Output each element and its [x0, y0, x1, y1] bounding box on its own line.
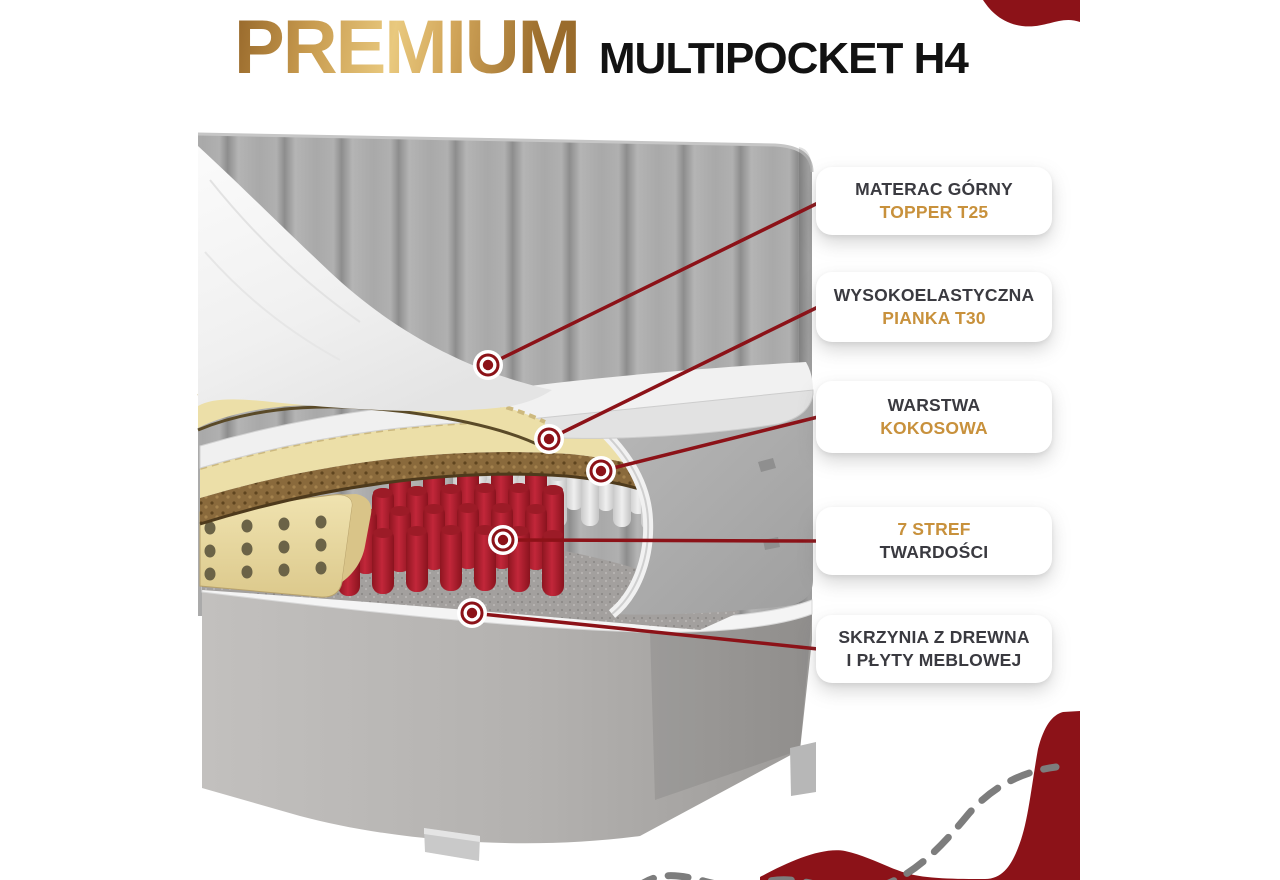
marker-pianka [534, 424, 564, 454]
marker-topper [473, 350, 503, 380]
marker-kokos [586, 456, 616, 486]
label-line-accent: TOPPER T25 [879, 202, 989, 222]
label-line-accent: KOKOSOWA [880, 418, 988, 438]
page-title [234, 5, 968, 90]
label-card-kokos [816, 381, 1052, 453]
title-premium: PREMIUM [234, 5, 579, 90]
title-model: MULTIPOCKET H4 [598, 34, 968, 83]
label-line: WYSOKOELASTYCZNA [833, 285, 1035, 305]
label-line-accent: 7 STREF [897, 519, 971, 539]
label-card-strefy [816, 507, 1052, 575]
callout-lines [472, 203, 818, 649]
marker-skrzynia [457, 598, 487, 628]
marker-strefy [488, 525, 518, 555]
corner-blob-bottom-right [760, 711, 1080, 880]
label-card-skrzynia [816, 615, 1052, 683]
label-line: TWARDOŚCI [879, 542, 989, 562]
label-line: WARSTWA [887, 395, 981, 415]
label-line-accent: PIANKA T30 [882, 308, 986, 328]
callout-line-kokos [601, 417, 818, 471]
callout-line-skrzynia [472, 613, 818, 649]
label-card-pianka [816, 272, 1052, 342]
label-line: SKRZYNIA Z DREWNA [838, 627, 1030, 647]
corner-blob-top-right [983, 0, 1080, 26]
label-line: MATERAC GÓRNY [855, 179, 1013, 199]
callout-line-pianka [549, 307, 818, 439]
label-line: I PŁYTY MEBLOWEJ [846, 650, 1022, 670]
label-card-materac-gorny [816, 167, 1052, 235]
callout-line-strefy [503, 540, 818, 541]
callout-markers [457, 350, 616, 628]
callout-line-topper [488, 203, 818, 365]
